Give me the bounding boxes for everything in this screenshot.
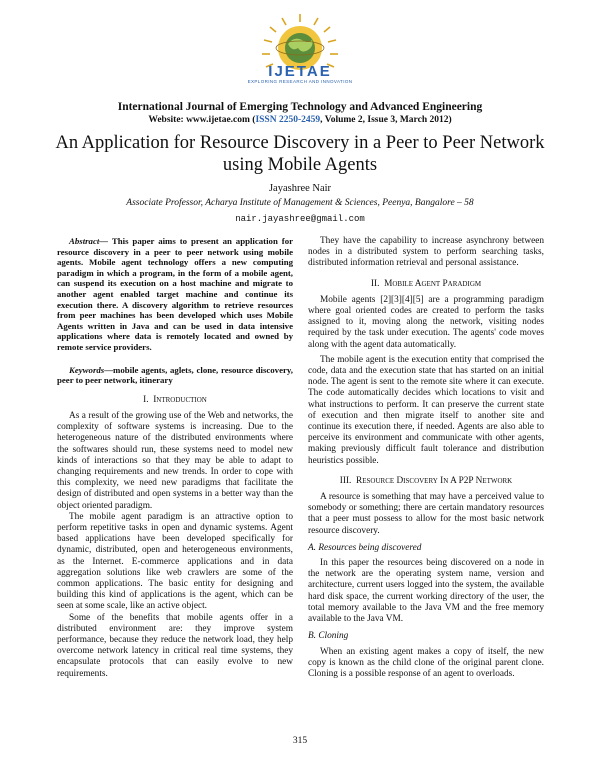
author-name: Jayashree Nair [268,183,332,194]
logo-text: IJETAE [268,63,332,80]
right-column [308,236,544,680]
author-affiliation: Associate Professor, Acharya Institute of Management & Sciences, Peenya, Bangalore – 58 [126,198,474,208]
abstract [57,236,293,353]
globe-sunburst-icon [240,12,360,100]
paragraph: They have the capability to increase asynchrony between nodes in a distributed system to perform searching tasks, distributed information retrieval and personal assistance. [308,236,544,269]
section-name: Mobile Agent Paradigm [384,278,482,289]
subsection-heading-resources: A. Resources being discovered [308,542,422,553]
journal-logo [240,12,360,100]
paragraph: Some of the benefits that mobile agents offer in a distributed environment are: they improve system performance, because they reduce the network load, they help overcome network latency in critical real time systems, they encapsulate protocols that can easily evolve to new requirements. [57,612,293,679]
paragraph: As a result of the growing use of the Web and networks, the complexity of software systems is increasing. Due to the heterogeneous nature of the distributed environments where the softwares should run, these systems need to model new kinds of interactions so that they may be able to adapt to changing requirements and new trends. In order to cope with this complexity, we need new paradigms that facilitate the design of distributed and open systems in a better way than the object oriented paradigm. [57,410,293,511]
issn-link[interactable]: ISSN 2250-2459 [255,115,321,125]
section-name: Resource Discovery In A P2P Network [356,475,513,486]
logo-wordmark [240,64,360,85]
left-column [57,236,293,680]
logo-tagline: EXPLORING RESEARCH AND INNOVATION [247,79,353,84]
paper-title: An Application for Resource Discovery in a Peer to Peer Network using Mobile Agents [55,133,545,175]
keywords-label: Keywords [69,364,105,375]
section-name: Introduction [153,394,207,405]
paragraph: Mobile agents [2][3][4][5] are a programming paradigm where goal oriented codes are created to perform the tasks assigned to it, moving along the network, visiting nodes required by the task under execution. The agents' code moves along with the agent data automatically. [308,294,544,350]
section-heading-introduction [57,395,293,406]
website-prefix: Website: www.ijetae.com ( [148,115,256,125]
paragraph: A resource is something that may have a perceived value to somebody or something; there are certain mandatory resources that a peer must possess to allow for the most basic network resource discovery. [308,492,544,536]
keywords-text: —mobile agents, aglets, clone, resource discovery, peer to peer network, itinerary [57,364,293,386]
website-suffix: , Volume 2, Issue 3, March 2012) [320,115,452,125]
paragraph: The mobile agent paradigm is an attractive option to perform repetitive tasks in open and dynamic systems. Agent based applications have been developed specifically for dynamic, distributed, open and heterogeneous environments, as the Internet. E-commerce applications and in data aggregation solutions like web crawlers are some of the common applications. The basic entity for designing and building this kind of applications is the agent, which can be seen at some scale, like an active object. [57,511,293,612]
section-heading-mobile-agent-paradigm [308,279,544,290]
author-email[interactable]: nair.jayashree@gmail.com [235,214,365,224]
abstract-text: This paper aims to present an application for resource discovery in a peer to peer network using mobile agents. Mobile agent technology offers a new computing paradigm in which a program, in the form of a mobile agent, can suspend its execution on a host machine and migrate to another agent enabled target machine and continue its execution there. A discovery algorithm to retrieve resources from peer machines has been developed which uses Mobile Agents written in Java and can be used in data intensive applications where data is remotely located and owned by remote service providers. [57,236,293,352]
section-heading-resource-discovery [308,476,544,487]
paragraph: When an existing agent makes a copy of itself, the new copy is known as the child clone of the original parent clone. Cloning is a possible response of an agent to overloads. [308,646,544,679]
page-number: 315 [292,736,308,746]
section-number: II. [370,278,380,289]
journal-title: International Journal of Emerging Technology and Advanced Engineering [117,101,483,113]
section-number: I. [143,394,149,405]
paragraph: The mobile agent is the execution entity that comprised the code, data and the execution state that has started on an initial node. The agent is sent to the remote site where it can execute. The code automatically decides which locations to visit and what instructions to perform. It can preserve the current state of execution and then migrate itself to another site and continue its execution there, if needed. Agents are also able to perceive its environment and communicate with other agents, making previously difficult fault tolerance and distribution heuristics possible. [308,354,544,466]
abstract-label: Abstract— [69,236,109,246]
section-number: III. [339,475,352,486]
subsection-heading-cloning: B. Cloning [308,631,349,642]
journal-website-line [0,115,600,125]
keywords [57,365,293,386]
paragraph: In this paper the resources being discovered on a node in the network are the operating system name, version and architecture, current users logged into the system, the available hard disk space, the current working directory of the user, the total memory available to the Java VM and the free memory available to the Java VM. [308,558,544,625]
